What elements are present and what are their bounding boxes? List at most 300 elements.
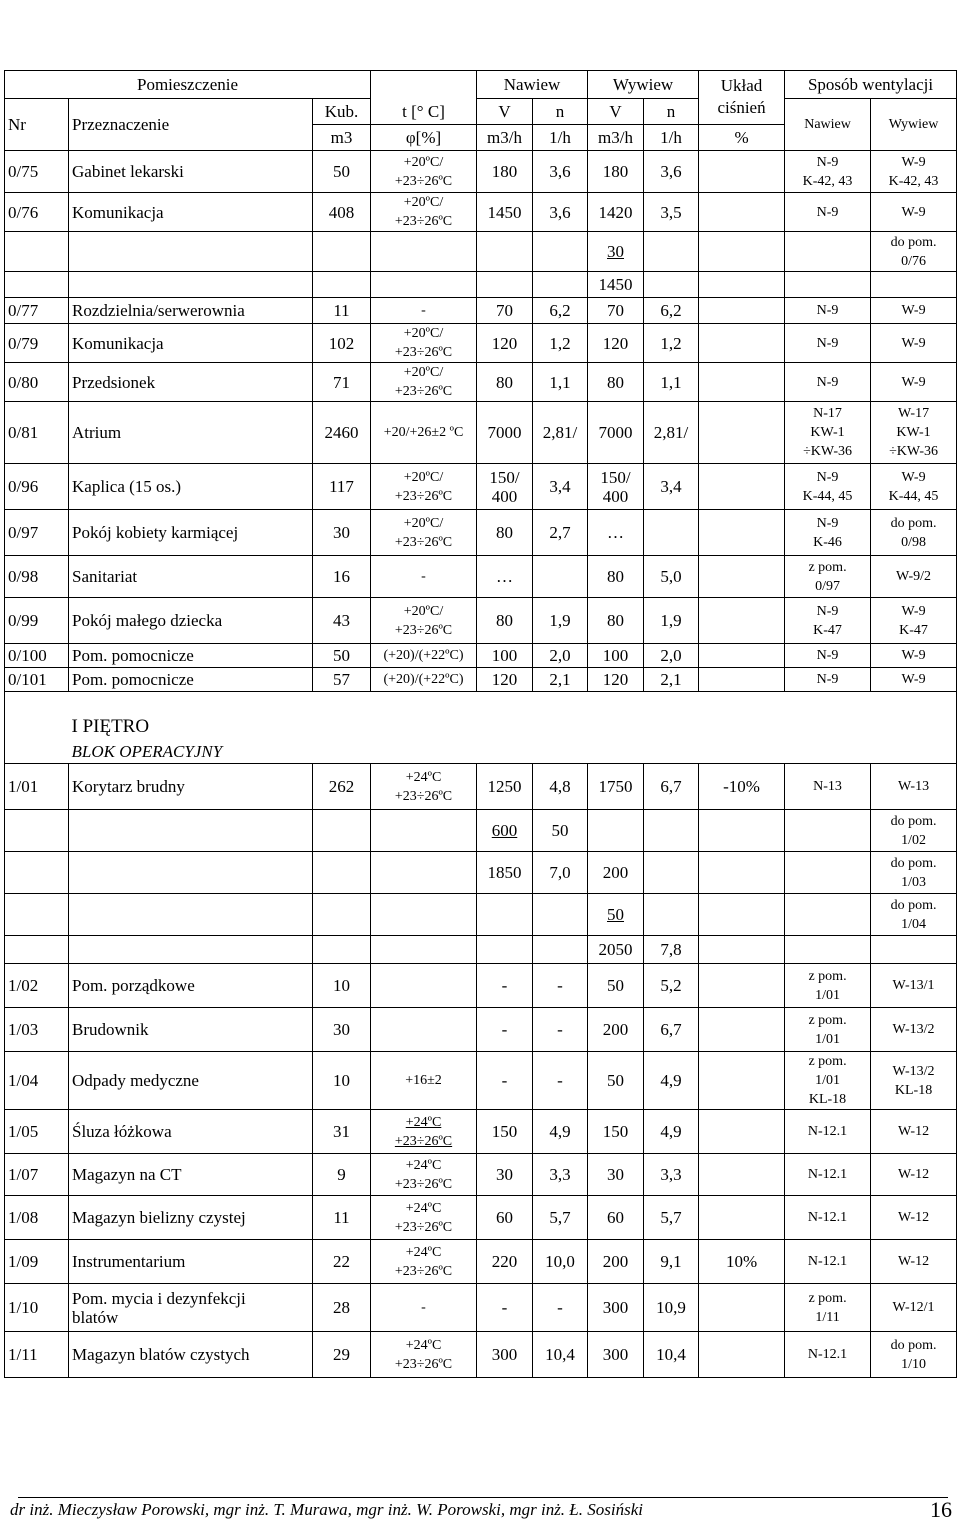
table-row: [5, 894, 957, 936]
cell-name: Sanitariat: [69, 556, 313, 598]
cell-v-nawiew: -: [477, 964, 533, 1008]
cell-nr: 0/77: [5, 298, 69, 324]
cell-sposob-wywiew: W-13/1: [871, 964, 957, 1008]
cell-n-nawiew: [533, 936, 588, 964]
cell-n-wywiew: 7,8: [644, 936, 699, 964]
cell-n-nawiew: 6,2: [533, 298, 588, 324]
cell-sposob-wywiew: [871, 936, 957, 964]
cell-sposob-nawiew: [785, 810, 871, 852]
cell-n-nawiew: [533, 232, 588, 272]
table-row: [5, 1196, 957, 1240]
cell-kub: 102: [313, 324, 371, 363]
cell-n-nawiew: 2,7: [533, 510, 588, 556]
cell-kub: 30: [313, 510, 371, 556]
cell-kub: 10: [313, 964, 371, 1008]
cell-sposob-wywiew: W-9: [871, 193, 957, 232]
cell-temp: [371, 810, 477, 852]
cell-kub: 57: [313, 668, 371, 692]
cell-name: Pom. mycia i dezynfekcji blatów: [69, 1284, 313, 1332]
cell-n-nawiew: 4,8: [533, 764, 588, 810]
cell-v-wywiew: 200: [588, 852, 644, 894]
cell-n-wywiew: [644, 232, 699, 272]
cell-name: Przedsionek: [69, 363, 313, 402]
cell-v-wywiew: 30: [588, 1154, 644, 1196]
cell-name: Odpady medyczne: [69, 1052, 313, 1110]
cell-v-nawiew: 120: [477, 668, 533, 692]
cell-kub: 11: [313, 1196, 371, 1240]
table-row: [5, 1110, 957, 1154]
cell-v-nawiew: 30: [477, 1154, 533, 1196]
cell-v-nawiew: 1250: [477, 764, 533, 810]
table-row: [5, 464, 957, 510]
cell-v-nawiew: -: [477, 1284, 533, 1332]
cell-nr: 0/101: [5, 668, 69, 692]
cell-sposob-nawiew: N-9 K-42, 43: [785, 151, 871, 193]
cell-n-nawiew: [533, 556, 588, 598]
cell-nr: 0/97: [5, 510, 69, 556]
cell-n-nawiew: 2,0: [533, 644, 588, 668]
cell-uklad: [699, 1284, 785, 1332]
cell-uklad: [699, 852, 785, 894]
cell-name: [69, 894, 313, 936]
cell-n-wywiew: 5,2: [644, 964, 699, 1008]
cell-sposob-wywiew: W-13: [871, 764, 957, 810]
table-row: [5, 1008, 957, 1052]
cell-temp: +24ºC +23÷26ºC: [371, 1240, 477, 1284]
cell-nr: 1/11: [5, 1332, 69, 1378]
cell-sposob-wywiew: do pom. 1/02: [871, 810, 957, 852]
cell-v-nawiew: [477, 936, 533, 964]
cell-uklad: [699, 193, 785, 232]
cell-v-nawiew: 80: [477, 510, 533, 556]
table-row: [5, 964, 957, 1008]
cell-uklad: [699, 272, 785, 298]
cell-v-nawiew: [477, 232, 533, 272]
cell-n-nawiew: 1,2: [533, 324, 588, 363]
cell-name: [69, 272, 313, 298]
cell-nr: 0/98: [5, 556, 69, 598]
cell-n-nawiew: -: [533, 1284, 588, 1332]
cell-uklad: [699, 510, 785, 556]
cell-n-wywiew: 5,7: [644, 1196, 699, 1240]
table-row: [5, 1240, 957, 1284]
cell-v-nawiew: 220: [477, 1240, 533, 1284]
cell-temp: +20ºC/ +23÷26ºC: [371, 510, 477, 556]
cell-temp: [371, 852, 477, 894]
cell-nr: 1/02: [5, 964, 69, 1008]
cell-kub: [313, 894, 371, 936]
cell-name: Gabinet lekarski: [69, 151, 313, 193]
cell-v-nawiew: 150: [477, 1110, 533, 1154]
cell-name: Pokój małego dziecka: [69, 598, 313, 644]
cell-n-nawiew: 50: [533, 810, 588, 852]
header-wywiew-2: Wywiew: [871, 99, 957, 151]
cell-sposob-wywiew: W-12: [871, 1110, 957, 1154]
cell-nr: 0/79: [5, 324, 69, 363]
cell-uklad: -10%: [699, 764, 785, 810]
cell-nr: 1/10: [5, 1284, 69, 1332]
cell-uklad: [699, 298, 785, 324]
cell-n-nawiew: 2,81/: [533, 402, 588, 464]
cell-uklad: [699, 556, 785, 598]
cell-v-wywiew: 120: [588, 668, 644, 692]
header-perh-2: 1/h: [644, 125, 699, 151]
cell-n-nawiew: 1,1: [533, 363, 588, 402]
cell-uklad: [699, 668, 785, 692]
header-v1: V: [477, 99, 533, 125]
cell-uklad: [699, 894, 785, 936]
cell-name: Korytarz brudny: [69, 764, 313, 810]
cell-v-nawiew: 120: [477, 324, 533, 363]
cell-n-nawiew: -: [533, 964, 588, 1008]
cell-sposob-wywiew: W-13/2: [871, 1008, 957, 1052]
cell-n-wywiew: 2,0: [644, 644, 699, 668]
cell-sposob-nawiew: [785, 272, 871, 298]
cell-n-nawiew: 3,6: [533, 151, 588, 193]
cell-sposob-wywiew: W-9 K-42, 43: [871, 151, 957, 193]
header-phi: φ[%]: [371, 125, 477, 151]
cell-nr: [5, 936, 69, 964]
header-nawiew-2: Nawiew: [785, 99, 871, 151]
cell-n-wywiew: 4,9: [644, 1110, 699, 1154]
cell-n-nawiew: 5,7: [533, 1196, 588, 1240]
cell-name: Kaplica (15 os.): [69, 464, 313, 510]
table-row: [5, 272, 957, 298]
cell-temp: +20/+26±2 ºC: [371, 402, 477, 464]
cell-n-wywiew: [644, 894, 699, 936]
cell-n-nawiew: [533, 894, 588, 936]
cell-nr: 0/75: [5, 151, 69, 193]
cell-kub: 16: [313, 556, 371, 598]
cell-sposob-wywiew: do pom. 1/04: [871, 894, 957, 936]
cell-kub: [313, 936, 371, 964]
cell-name: [69, 810, 313, 852]
cell-kub: 71: [313, 363, 371, 402]
header-n2: n: [644, 99, 699, 125]
table-row: [5, 232, 957, 272]
table-row: [5, 324, 957, 363]
cell-nr: [5, 810, 69, 852]
cell-sposob-nawiew: [785, 936, 871, 964]
cell-v-nawiew: [477, 272, 533, 298]
table-row: [5, 668, 957, 692]
cell-n-nawiew: 3,6: [533, 193, 588, 232]
cell-n-wywiew: 1,2: [644, 324, 699, 363]
cell-v-wywiew: 50: [588, 964, 644, 1008]
cell-n-nawiew: 3,4: [533, 464, 588, 510]
cell-uklad: [699, 644, 785, 668]
footer-rule: [18, 1497, 948, 1498]
cell-temp: [371, 964, 477, 1008]
cell-nr: 1/07: [5, 1154, 69, 1196]
cell-kub: 10: [313, 1052, 371, 1110]
cell-v-wywiew: 1450: [588, 272, 644, 298]
cell-nr: 1/08: [5, 1196, 69, 1240]
cell-n-wywiew: 1,9: [644, 598, 699, 644]
cell-v-nawiew: 70: [477, 298, 533, 324]
cell-kub: [313, 232, 371, 272]
cell-kub: [313, 272, 371, 298]
header-przeznaczenie: Przeznaczenie: [69, 99, 313, 151]
cell-n-nawiew: -: [533, 1008, 588, 1052]
cell-n-nawiew: 10,4: [533, 1332, 588, 1378]
cell-v-nawiew: -: [477, 1052, 533, 1110]
cell-n-wywiew: 3,3: [644, 1154, 699, 1196]
cell-name: [69, 232, 313, 272]
cell-uklad: [699, 810, 785, 852]
cell-kub: [313, 852, 371, 894]
cell-sposob-wywiew: W-9: [871, 298, 957, 324]
cell-sposob-wywiew: W-9 K-44, 45: [871, 464, 957, 510]
cell-v-nawiew: …: [477, 556, 533, 598]
cell-nr: 1/03: [5, 1008, 69, 1052]
cell-kub: 29: [313, 1332, 371, 1378]
cell-n-wywiew: [644, 810, 699, 852]
cell-name: Atrium: [69, 402, 313, 464]
cell-v-wywiew: 80: [588, 363, 644, 402]
table-row: [5, 1154, 957, 1196]
cell-name: [69, 936, 313, 964]
section-header: [5, 692, 957, 764]
cell-name: Instrumentarium: [69, 1240, 313, 1284]
cell-nr: 0/80: [5, 363, 69, 402]
cell-v-wywiew: 200: [588, 1008, 644, 1052]
cell-v-wywiew: [588, 810, 644, 852]
cell-sposob-wywiew: do pom. 0/76: [871, 232, 957, 272]
cell-name: Magazyn na CT: [69, 1154, 313, 1196]
cell-n-nawiew: -: [533, 1052, 588, 1110]
cell-v-wywiew: 180: [588, 151, 644, 193]
cell-sposob-nawiew: N-9: [785, 668, 871, 692]
cell-sposob-wywiew: do pom. 0/98: [871, 510, 957, 556]
cell-v-nawiew: [477, 894, 533, 936]
cell-n-wywiew: 6,2: [644, 298, 699, 324]
header-pct: %: [699, 125, 785, 151]
table-row: [5, 1332, 957, 1378]
cell-sposob-wywiew: W-12/1: [871, 1284, 957, 1332]
cell-name: [69, 852, 313, 894]
cell-sposob-wywiew: [871, 272, 957, 298]
cell-n-wywiew: 10,9: [644, 1284, 699, 1332]
cell-v-wywiew: 7000: [588, 402, 644, 464]
cell-temp: +16±2: [371, 1052, 477, 1110]
cell-v-nawiew: 1450: [477, 193, 533, 232]
cell-v-nawiew: 600: [477, 810, 533, 852]
cell-v-nawiew: 180: [477, 151, 533, 193]
cell-v-wywiew: 50: [588, 1052, 644, 1110]
cell-uklad: [699, 1008, 785, 1052]
cell-kub: 28: [313, 1284, 371, 1332]
cell-v-wywiew: 2050: [588, 936, 644, 964]
cell-n-nawiew: [533, 272, 588, 298]
cell-temp: +24ºC +23÷26ºC: [371, 1196, 477, 1240]
cell-kub: 50: [313, 644, 371, 668]
header-uklad-cisnien: Układ ciśnień: [699, 71, 785, 125]
page-number: 16: [930, 1497, 952, 1522]
cell-name: Pom. pomocnicze: [69, 644, 313, 668]
cell-nr: 1/09: [5, 1240, 69, 1284]
cell-v-nawiew: 80: [477, 598, 533, 644]
cell-name: Brudownik: [69, 1008, 313, 1052]
cell-sposob-nawiew: N-9: [785, 324, 871, 363]
table-row: [5, 556, 957, 598]
cell-nr: 1/04: [5, 1052, 69, 1110]
cell-sposob-nawiew: N-17 KW-1 ÷KW-36: [785, 402, 871, 464]
cell-sposob-nawiew: N-13: [785, 764, 871, 810]
cell-sposob-wywiew: W-12: [871, 1240, 957, 1284]
cell-n-wywiew: 2,1: [644, 668, 699, 692]
cell-temp: (+20)/(+22ºC): [371, 644, 477, 668]
cell-uklad: [699, 402, 785, 464]
cell-uklad: [699, 363, 785, 402]
cell-v-nawiew: -: [477, 1008, 533, 1052]
header-m3h-2: m3/h: [588, 125, 644, 151]
cell-sposob-wywiew: do pom. 1/03: [871, 852, 957, 894]
cell-nr: 0/96: [5, 464, 69, 510]
ventilation-table: [4, 70, 957, 1378]
cell-name: Komunikacja: [69, 193, 313, 232]
header-nr: Nr: [5, 99, 69, 151]
cell-temp: +24ºC +23÷26ºC: [371, 1154, 477, 1196]
cell-kub: [313, 810, 371, 852]
cell-uklad: [699, 598, 785, 644]
cell-temp: +20ºC/ +23÷26ºC: [371, 193, 477, 232]
cell-sposob-nawiew: N-9: [785, 644, 871, 668]
cell-v-nawiew: 60: [477, 1196, 533, 1240]
cell-v-nawiew: 300: [477, 1332, 533, 1378]
cell-sposob-nawiew: N-9: [785, 193, 871, 232]
cell-v-wywiew: 300: [588, 1284, 644, 1332]
cell-kub: 30: [313, 1008, 371, 1052]
cell-v-nawiew: 100: [477, 644, 533, 668]
cell-temp: [371, 272, 477, 298]
cell-uklad: [699, 151, 785, 193]
cell-sposob-nawiew: [785, 852, 871, 894]
cell-name: Magazyn blatów czystych: [69, 1332, 313, 1378]
cell-n-wywiew: 1,1: [644, 363, 699, 402]
cell-nr: 0/99: [5, 598, 69, 644]
cell-sposob-wywiew: W-17 KW-1 ÷KW-36: [871, 402, 957, 464]
header-v2: V: [588, 99, 644, 125]
cell-n-wywiew: 6,7: [644, 764, 699, 810]
cell-uklad: [699, 464, 785, 510]
cell-n-nawiew: 3,3: [533, 1154, 588, 1196]
cell-temp: +20ºC/ +23÷26ºC: [371, 324, 477, 363]
cell-v-wywiew: 80: [588, 598, 644, 644]
cell-n-wywiew: 3,4: [644, 464, 699, 510]
cell-temp: (+20)/(+22ºC): [371, 668, 477, 692]
cell-v-wywiew: 200: [588, 1240, 644, 1284]
cell-sposob-nawiew: z pom. 1/11: [785, 1284, 871, 1332]
cell-sposob-wywiew: W-13/2 KL-18: [871, 1052, 957, 1110]
table-row: [5, 598, 957, 644]
first-floor-rows: [5, 764, 957, 1378]
cell-name: Pom. pomocnicze: [69, 668, 313, 692]
header-t: t [° C]: [371, 99, 477, 125]
header-m3h-1: m3/h: [477, 125, 533, 151]
cell-temp: -: [371, 556, 477, 598]
cell-sposob-nawiew: [785, 232, 871, 272]
section-title: I PIĘTRO: [69, 714, 957, 740]
cell-n-nawiew: 2,1: [533, 668, 588, 692]
cell-sposob-wywiew: W-9: [871, 644, 957, 668]
cell-sposob-nawiew: z pom. 1/01: [785, 964, 871, 1008]
cell-name: Komunikacja: [69, 324, 313, 363]
cell-uklad: 10%: [699, 1240, 785, 1284]
cell-sposob-nawiew: N-9 K-46: [785, 510, 871, 556]
table-row: [5, 644, 957, 668]
cell-nr: [5, 894, 69, 936]
cell-n-wywiew: 2,81/: [644, 402, 699, 464]
cell-kub: 31: [313, 1110, 371, 1154]
cell-n-nawiew: 7,0: [533, 852, 588, 894]
cell-sposob-nawiew: N-9 K-47: [785, 598, 871, 644]
cell-uklad: [699, 1154, 785, 1196]
cell-sposob-wywiew: W-9: [871, 363, 957, 402]
ground-floor-rows: [5, 151, 957, 692]
header-perh-1: 1/h: [533, 125, 588, 151]
table-row: [5, 1284, 957, 1332]
cell-uklad: [699, 232, 785, 272]
cell-sposob-nawiew: N-12.1: [785, 1240, 871, 1284]
cell-name: Pokój kobiety karmiącej: [69, 510, 313, 556]
cell-uklad: [699, 936, 785, 964]
cell-n-wywiew: 4,9: [644, 1052, 699, 1110]
cell-uklad: [699, 1052, 785, 1110]
cell-n-wywiew: 10,4: [644, 1332, 699, 1378]
header-kub: Kub.: [313, 99, 371, 125]
cell-sposob-nawiew: [785, 894, 871, 936]
cell-nr: [5, 272, 69, 298]
cell-sposob-wywiew: W-9: [871, 324, 957, 363]
cell-v-wywiew: 100: [588, 644, 644, 668]
cell-v-wywiew: 30: [588, 232, 644, 272]
cell-n-wywiew: [644, 852, 699, 894]
cell-n-nawiew: 1,9: [533, 598, 588, 644]
cell-name: Pom. porządkowe: [69, 964, 313, 1008]
cell-temp: +24ºC +23÷26ºC: [371, 1332, 477, 1378]
cell-n-wywiew: [644, 272, 699, 298]
table-row: [5, 810, 957, 852]
header-pomieszczenie: Pomieszczenie: [5, 71, 371, 99]
cell-temp: -: [371, 1284, 477, 1332]
table-row: [5, 151, 957, 193]
cell-sposob-wywiew: W-9 K-47: [871, 598, 957, 644]
cell-temp: [371, 1008, 477, 1052]
cell-v-wywiew: 70: [588, 298, 644, 324]
cell-n-nawiew: 4,9: [533, 1110, 588, 1154]
header-m3: m3: [313, 125, 371, 151]
cell-nr: 1/01: [5, 764, 69, 810]
cell-v-wywiew: 1420: [588, 193, 644, 232]
cell-n-nawiew: 10,0: [533, 1240, 588, 1284]
cell-sposob-nawiew: N-9: [785, 363, 871, 402]
cell-n-wywiew: [644, 510, 699, 556]
cell-uklad: [699, 1196, 785, 1240]
cell-temp: +20ºC/ +23÷26ºC: [371, 363, 477, 402]
header-nawiew: Nawiew: [477, 71, 588, 99]
table-row: [5, 363, 957, 402]
cell-kub: 117: [313, 464, 371, 510]
cell-uklad: [699, 1332, 785, 1378]
cell-temp: +24ºC +23÷26ºC: [371, 1110, 477, 1154]
cell-temp: +20ºC/ +23÷26ºC: [371, 151, 477, 193]
cell-name: Magazyn bielizny czystej: [69, 1196, 313, 1240]
cell-kub: 11: [313, 298, 371, 324]
cell-sposob-nawiew: N-12.1: [785, 1110, 871, 1154]
cell-sposob-wywiew: W-9: [871, 668, 957, 692]
section-subtitle: BLOK OPERACYJNY: [69, 740, 957, 764]
